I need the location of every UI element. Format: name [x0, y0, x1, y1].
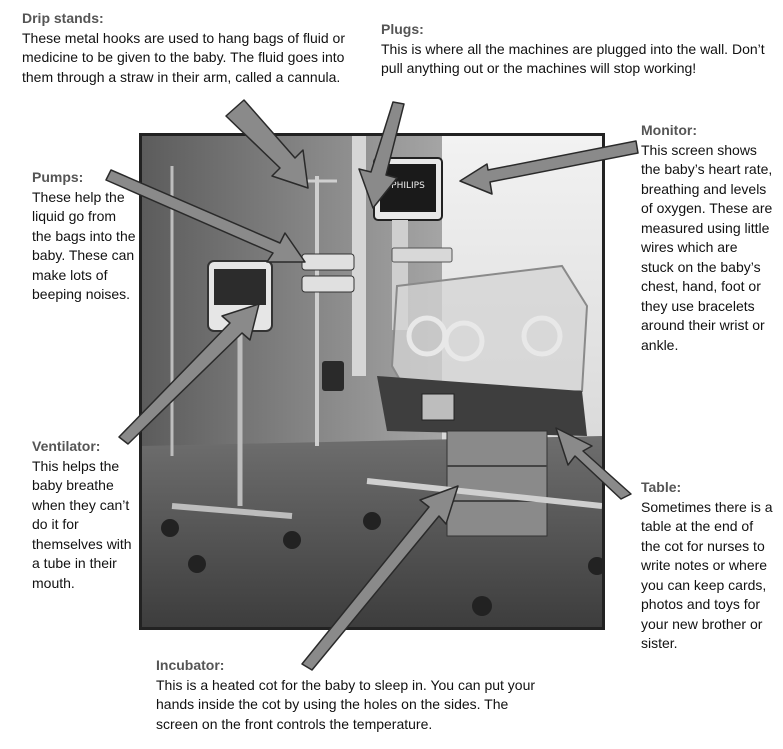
arrow-drip-stands	[226, 100, 308, 188]
arrow-plugs	[359, 102, 404, 208]
label-table-title: Table:	[641, 479, 682, 495]
label-plugs	[381, 20, 771, 79]
label-table	[641, 478, 773, 654]
label-ventilator-title: Ventilator:	[32, 438, 101, 454]
arrow-monitor	[460, 141, 638, 194]
label-monitor	[641, 121, 773, 355]
label-monitor-title: Monitor:	[641, 122, 697, 138]
monitor-brand-text: PHILIPS	[391, 181, 425, 191]
label-table-body: Sometimes there is a table at the end of the cot for nurses to write notes or where you can keep cards, photos and toys for your new brother or sister.	[641, 498, 773, 651]
label-monitor-body: This screen shows the baby’s heart rate, breathing and levels of oxygen. These are measured using little wires which are stuck on the baby’s chest, hand, foot or they use bracelets around their wrist or ankle.	[641, 141, 773, 353]
arrow-incubator	[302, 486, 458, 670]
label-pumps-title: Pumps:	[32, 169, 84, 185]
label-incubator-body: This is a heated cot for the baby to sleep in. You can put your hands inside the cot by using the holes on the sides. The screen on the front controls the temperature.	[156, 676, 536, 732]
label-drip-stands-title: Drip stands:	[22, 10, 104, 26]
label-drip-stands	[22, 9, 362, 87]
label-plugs-title: Plugs:	[381, 21, 424, 37]
label-incubator-title: Incubator:	[156, 657, 225, 673]
label-pumps-body: These help the liquid go from the bags into the baby. These can make lots of beeping noises.	[32, 188, 136, 302]
label-ventilator-body: This helps the baby breathe when they can’t do it for themselves with a tube in their mouth.	[32, 457, 132, 591]
label-incubator	[156, 656, 536, 734]
arrow-table	[556, 428, 631, 499]
arrow-ventilator	[119, 304, 259, 444]
label-pumps	[32, 168, 136, 305]
label-ventilator	[32, 437, 136, 593]
label-plugs-body: This is where all the machines are plugged into the wall. Don’t pull anything out or the machines will stop working!	[381, 40, 765, 76]
label-drip-stands-body: These metal hooks are used to hang bags of fluid or medicine to be given to the baby. The fluid goes into them through a straw in their arm, called a cannula.	[22, 29, 345, 85]
